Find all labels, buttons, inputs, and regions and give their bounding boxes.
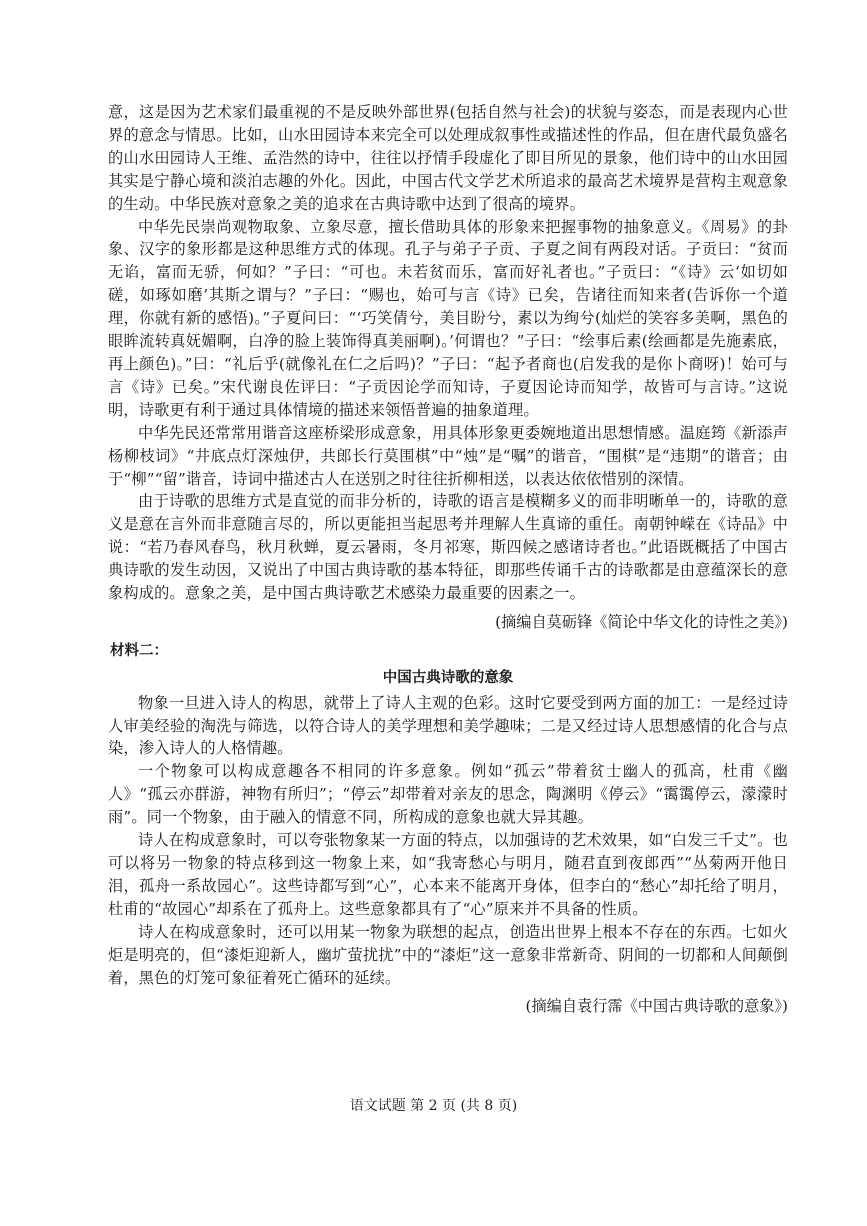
document-page (108, 101, 788, 1018)
material-two-source: (摘编自袁行霈《中国古典诗歌的意象》) (525, 997, 788, 1016)
material-one-paragraph-2: 中华先民崇尚观物取象、立象尽意，擅长借助具体的形象来把握事物的抽象意义。《周易》的卦象、汉字的象形都是这种思维方式的体现。孔子与弟子子贡、子夏之间有两段对话。子贡曰：“贫而无谄，富而无骄，何如？”子曰：“可也。未若贫而乐，富而好礼者也。”子贡曰：“《诗》云‘如切如磋，如琢如磨’其斯之谓与？”子曰：“赐也，始可与言《诗》已矣，告诸往而知来者(告诉你一个道理，你就有新的感悟)。”子夏问曰：“‘巧笑倩兮，美目盼兮，素以为绚兮(灿烂的笑容多美啊，黑色的眼眸流转真妩媚啊，白净的脸上装饰得真美丽啊)。’何谓也？”子曰：“绘事后素(绘画都是先施素底，再上颜色)。”曰：“礼后乎(就像礼在仁之后吗)？”子曰：“起予者商也(启发我的是你卜商呀)！始可与言《诗》已矣。”宋代谢良佐评曰：“子贡因论学而知诗，子夏因论诗而知学，故皆可与言诗。”这说明，诗歌更有利于通过具体情境的描述来领悟普遍的抽象道理。 (108, 217, 788, 419)
material-one-source: (摘编自莫砺锋《简论中华文化的诗性之美》) (495, 612, 788, 631)
material-two-paragraph-3: 诗人在构成意象时，可以夸张物象某一方面的特点，以加强诗的艺术效果，如“白发三千丈”。也可以将另一物象的特点移到这一物象上来，如“我寄愁心与明月，随君直到夜郎西”“丛菊两开他日泪，孤舟一系故园心”。这些诗都写到“心”，心本来不能离开身体，但李白的“愁心”却托给了明月，杜甫的“故园心”却系在了孤舟上。这些意象都具有了“心”原来并不具备的性质。 (108, 831, 788, 918)
material-one-paragraph-4: 由于诗歌的思维方式是直觉的而非分析的，诗歌的语言是模糊多义的而非明晰单一的，诗歌的意义是意在言外而非意随言尽的，所以更能担当起思考并理解人生真谛的重任。南朝钟嵘在《诗品》中说：“若乃春风春鸟，秋月秋蝉，夏云暑雨，冬月祁寒，斯四候之感诸诗者也。”此语既概括了中国古典诗歌的发生动因，又说出了中国古典诗歌的基本特征，即那些传诵千古的诗歌都是由意蕴深长的意象构成的。意象之美，是中国古典诗歌艺术感染力最重要的因素之一。 (108, 492, 788, 603)
material-two-label: 材料二： (110, 642, 168, 659)
material-one-paragraph-3: 中华先民还常常用谐音这座桥梁形成意象，用具体形象更委婉地道出思想情感。温庭筠《新添声杨柳枝词》“井底点灯深烛伊，共郎长行莫围棋”中“烛”是“嘱”的谐音，“围棋”是“违期”的谐音；由于“柳”“留”谐音，诗词中描述古人在送别之时往往折柳相送，以表达依依惜别的深情。 (108, 423, 788, 488)
material-one-paragraph-1: 意，这是因为艺术家们最重视的不是反映外部世界(包括自然与社会)的状貌与姿态，而是表现内心世界的意念与情思。比如，山水田园诗本来完全可以处理成叙事性或描述性的作品，但在唐代最负盛名的山水田园诗人王维、孟浩然的诗中，往往以抒情手段虚化了即目所见的景象，他们诗中的山水田园其实是宁静心境和淡泊志趣的外化。因此，中国古代文学艺术所追求的最高艺术境界是营构主观意象的生动。中华民族对意象之美的追求在古典诗歌中达到了很高的境界。 (108, 103, 788, 213)
material-two-paragraph-2: 一个物象可以构成意趣各不相同的许多意象。例如“孤云”带着贫士幽人的孤高，杜甫《幽人》“孤云亦群游，神物有所归”；“停云”却带着对亲友的思念，陶渊明《停云》“霭霭停云，濛濛时雨”。同一个物象，由于融入的情意不同，所构成的意象也就大异其趣。 (108, 762, 788, 827)
material-two-paragraph-1: 物象一旦进入诗人的构思，就带上了诗人主观的色彩。这时它要受到两方面的加工：一是经过诗人审美经验的淘洗与筛选，以符合诗人的美学理想和美学趣味；二是又经过诗人思想感情的化合与点染，渗入诗人的人格情趣。 (108, 693, 788, 758)
material-two-paragraph-4: 诗人在构成意象时，还可以用某一物象为联想的起点，创造出世界上根本不存在的东西。七如火炬是明亮的，但“漆炬迎新人，幽圹萤扰扰”中的“漆炬”这一意象非常新奇、阴间的一切都和人间颠倒着，黑色的灯笼可象征着死亡循环的延续。 (108, 922, 788, 987)
material-two-title: 中国古典诗歌的意象 (382, 669, 514, 686)
page-footer: 语文试题 第 2 页 (共 8 页) (349, 1098, 518, 1114)
